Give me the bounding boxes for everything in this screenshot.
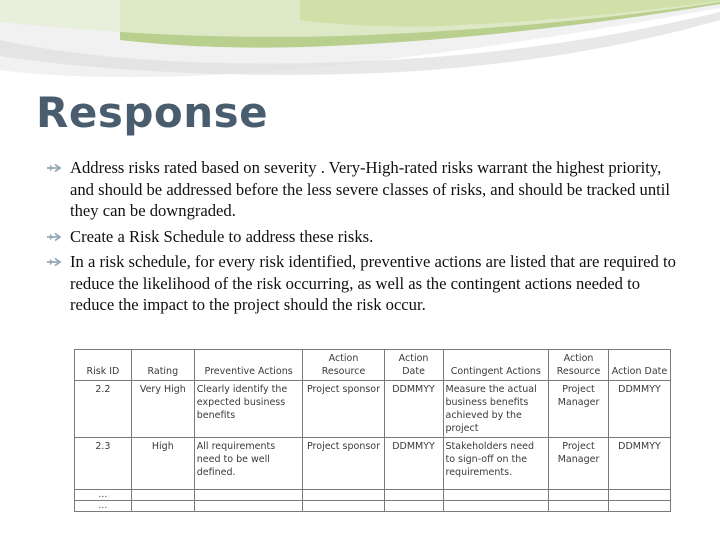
header-risk-id: Risk ID <box>75 350 132 381</box>
bullet-text: In a risk schedule, for every risk identified, preventive actions are listed that are required to reduce the likelihood of the risk occurring, as well as the contingent actions needed to reduce the impact to the project should the risk occur. <box>70 252 676 314</box>
cell-action-date: DDMMYY <box>608 438 670 490</box>
header-action-resource: Action Resource <box>549 350 609 381</box>
table-row <box>75 438 671 490</box>
header-rating: Rating <box>131 350 194 381</box>
bullet-text: Create a Risk Schedule to address these risks. <box>70 226 374 246</box>
top-wave-decoration <box>0 0 720 90</box>
cell-rating: High <box>131 438 194 490</box>
header-action-resource: Action Resource <box>303 350 384 381</box>
cell-contingent-actions: Stakeholders need to sign-off on the requirements. <box>443 438 549 490</box>
table-row <box>75 490 671 501</box>
cell-preventive-actions: All requirements need to be well defined. <box>194 438 303 490</box>
cell-preventive-actions: Clearly identify the expected business benefits <box>194 381 303 438</box>
cell-action-date: DDMMYY <box>384 438 443 490</box>
cell-rating: Very High <box>131 381 194 438</box>
header-action-date: Action Date <box>384 350 443 381</box>
header-preventive-actions: Preventive Actions <box>194 350 303 381</box>
risk-schedule-table <box>74 349 671 512</box>
table-row <box>75 381 671 438</box>
cell-action-date: DDMMYY <box>608 381 670 438</box>
header-action-date: Action Date <box>608 350 670 381</box>
cell-action-resource: Project sponsor <box>303 381 384 438</box>
bullet-text: Address risks rated based on severity . Very-High-rated risks warrant the highest priority, and should be addressed before the less severe classes of risks, and should be tracked until they can be downgraded. <box>70 158 670 220</box>
cell-risk-id: 2.2 <box>75 381 132 438</box>
cell-action-resource: Project sponsor <box>303 438 384 490</box>
arrow-bullet-icon <box>46 232 64 242</box>
cell-ellipsis: … <box>75 490 132 501</box>
cell-contingent-actions: Measure the actual business benefits achieved by the project <box>443 381 549 438</box>
bullet-item <box>46 157 686 222</box>
header-contingent-actions: Contingent Actions <box>443 350 549 381</box>
table-header-row <box>75 350 671 381</box>
arrow-bullet-icon <box>46 257 64 267</box>
cell-action-resource: Project Manager <box>549 438 609 490</box>
arrow-bullet-icon <box>46 163 64 173</box>
cell-action-resource: Project Manager <box>549 381 609 438</box>
bullet-item <box>46 226 686 248</box>
table-row <box>75 501 671 512</box>
cell-action-date: DDMMYY <box>384 381 443 438</box>
cell-ellipsis: … <box>75 501 132 512</box>
cell-risk-id: 2.3 <box>75 438 132 490</box>
bullet-item <box>46 251 686 316</box>
slide-title: Response <box>36 88 269 137</box>
bullet-list <box>46 157 686 320</box>
